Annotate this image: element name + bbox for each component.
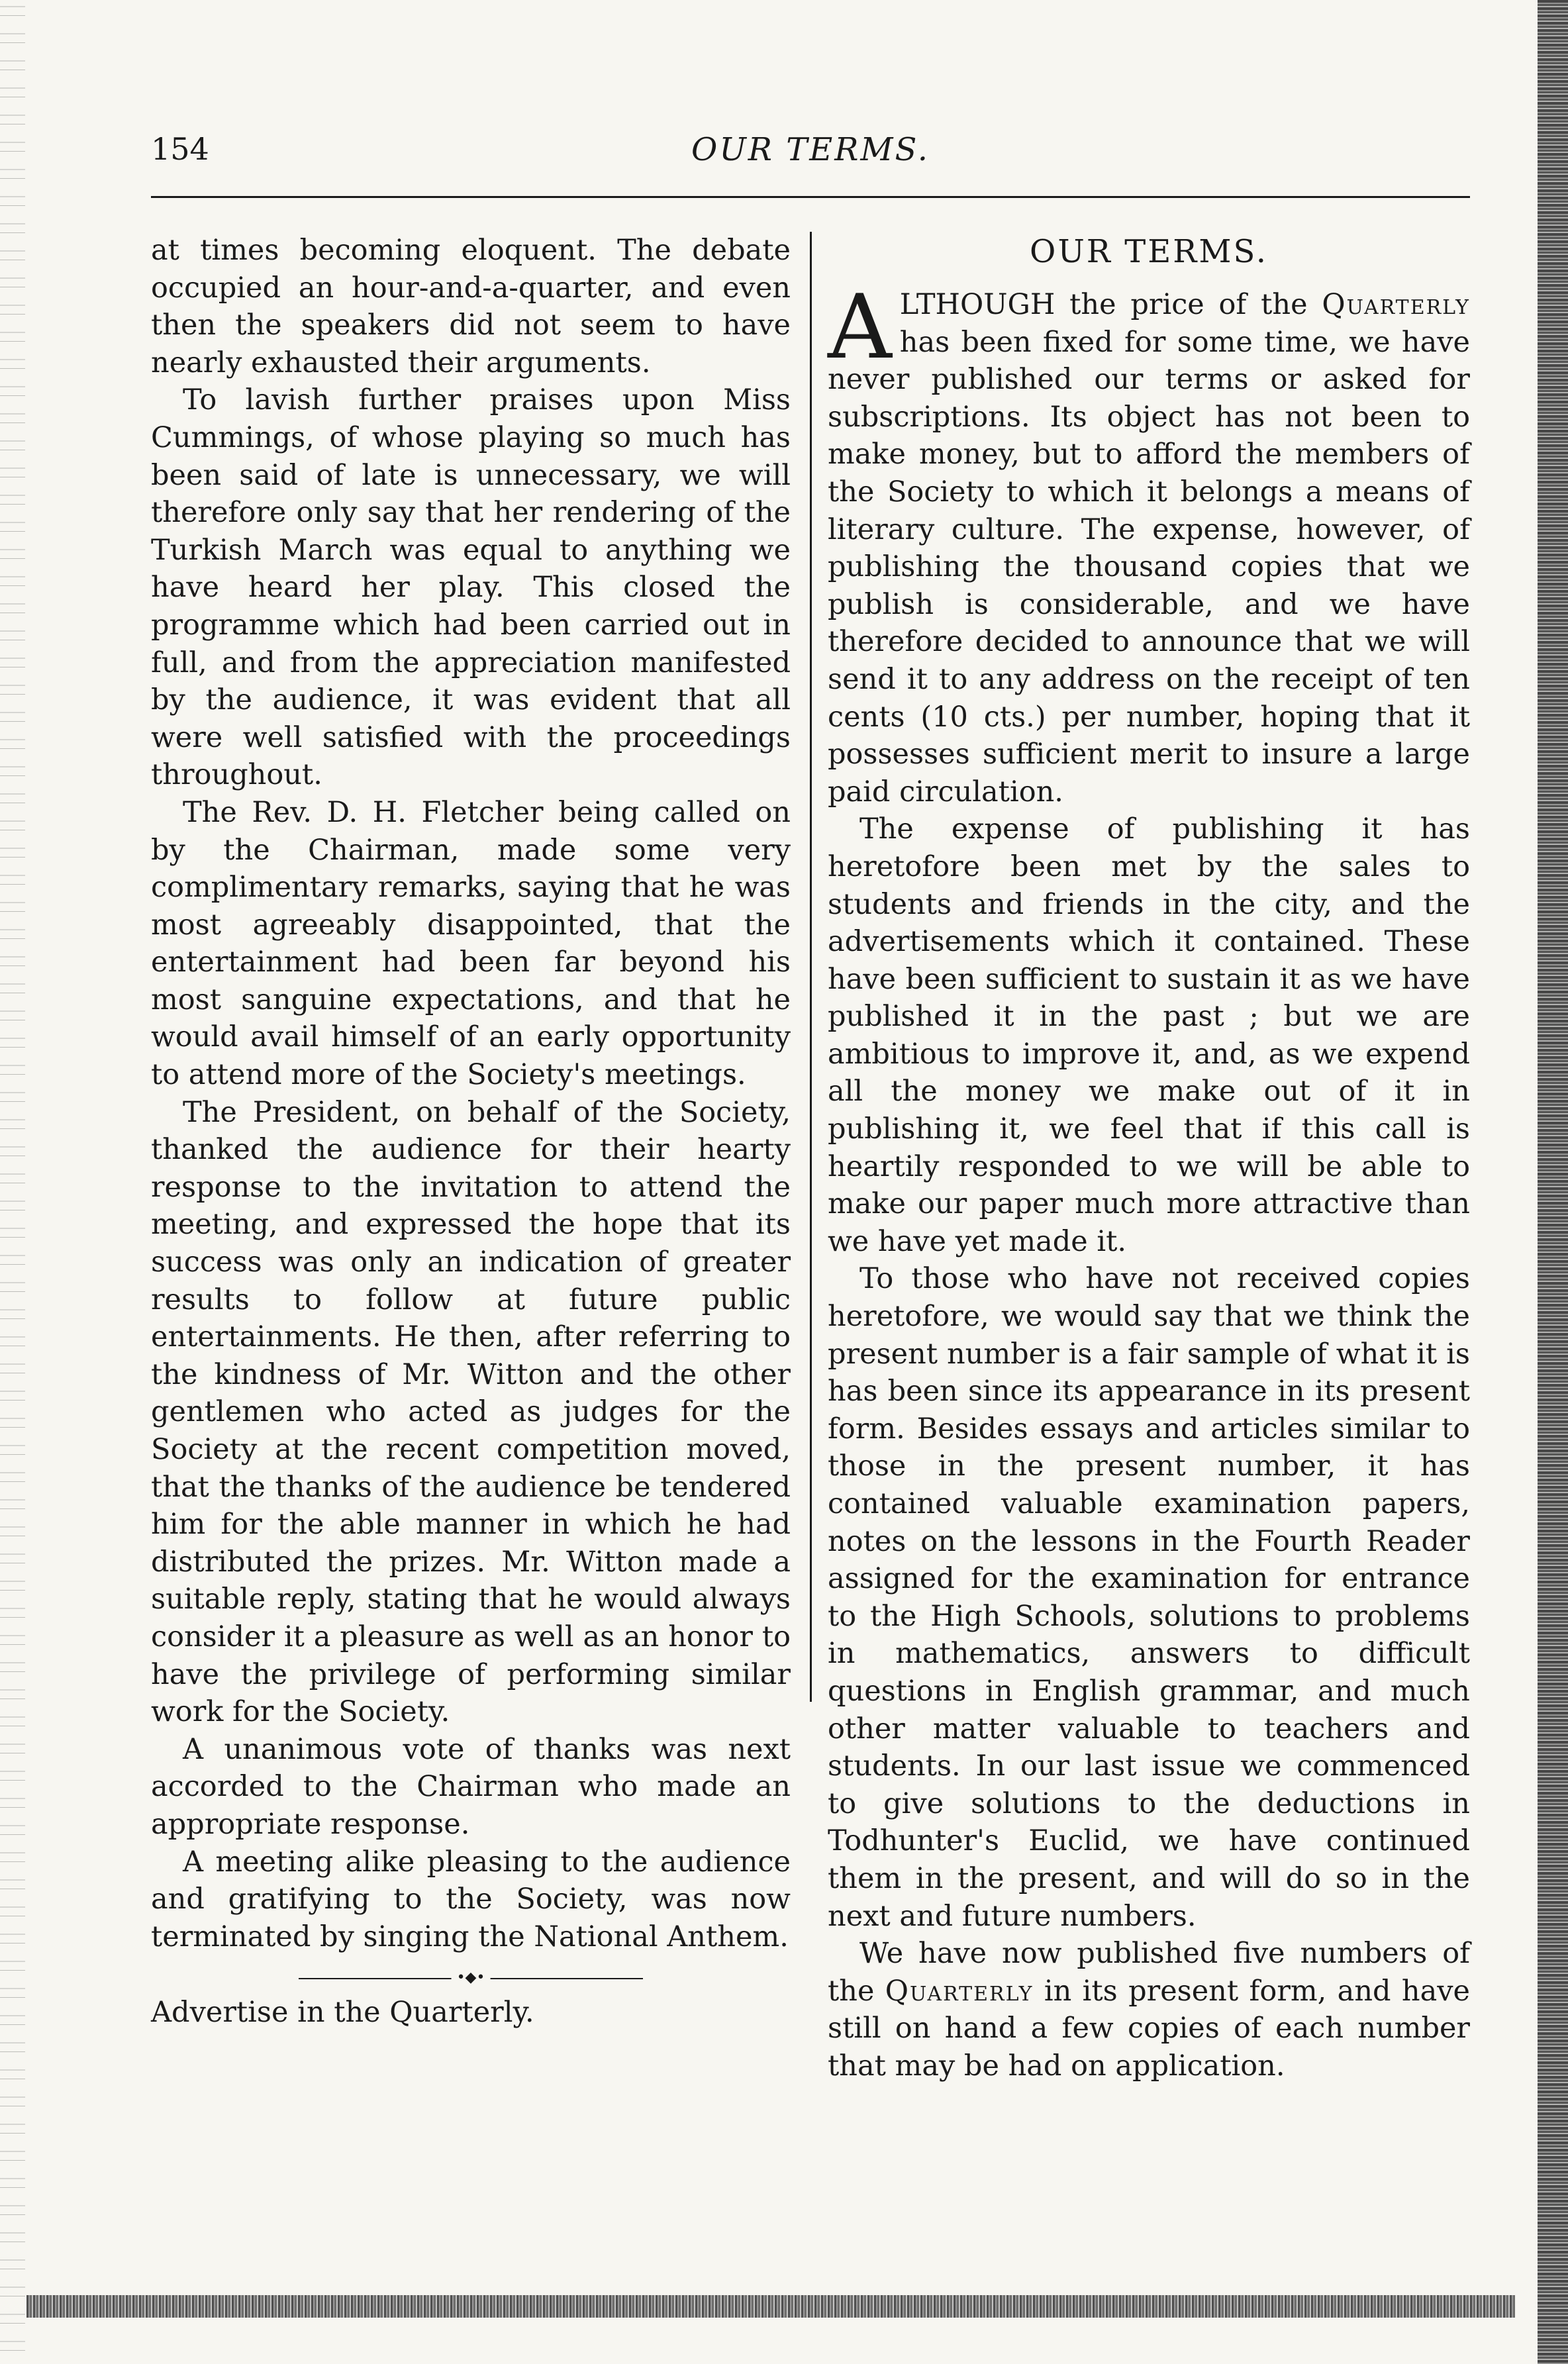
text-run: in its present form, and have still on hand a few copies of each number that may be had on application. (828, 1974, 1470, 2083)
scan-edge-right (1538, 0, 1568, 2364)
paragraph: The President, on behalf of the Society, thanked the audience for their hearty response to the invitation to attend the meeting, and expressed the hope that its success was only an indication of greater results to follow at future public entertainments. He then, after referring to the kindness of Mr. Witton and the other gentlemen who acted as judges for the Society at the recent competition moved, that the thanks of the audience be tendered him for the able manner in which he had distributed the prizes. Mr. Witton made a suitable reply, stating that he would always consider it a pleasure as well as an honor to have the privilege of performing similar work for the Society. (151, 1095, 791, 1729)
left-column (151, 232, 791, 2032)
paragraph: at times becoming eloquent. The debate occupied an hour-and-a-quarter, and even then the speakers did not seem to have nearly exhausted their arguments. (151, 234, 791, 379)
section-divider (299, 1969, 643, 1987)
scan-edge-bottom (26, 2295, 1515, 2318)
text-run: We have now published five numbers of the (828, 1937, 1470, 2008)
drop-cap: A (828, 275, 892, 379)
paragraph: The expense of publishing it has heretofore been met by the sales to students and friends in the city, and the advertisements which it contained. These have been sufficient to sustain it as we have published it in the past ; but we are ambitious to improve it, and, as we expend all the money we make out of it in publishing it, we feel that if this call is heartily responded to we will be able to make our paper much more attractive than we have yet made it. (828, 813, 1470, 1258)
paragraph: To those who have not received copies heretofore, we would say that we think the present number is a fair sample of what it is has been since its appearance in its present form. Besides essays and articles similar to those in the present number, it has contained valuable examination papers, notes on the lessons in the Fourth Reader assigned for the examination for entrance to the High Schools, solutions to problems in mathematics, answers to difficult questions in English grammar, and much other matter valuable to teachers and students. In our last issue we commenced to give solutions to the deductions in Todhunter's Euclid, we have continued them in the present, and will do so in the next and future numbers. (828, 1262, 1470, 1933)
publication-name: Quarterly (1322, 288, 1470, 321)
last-paragraph (828, 1935, 1470, 2085)
paragraph: The Rev. D. H. Fletcher being called on by the Chairman, made some very complimentary remarks, saying that he was most agreeably disappointed, that the entertainment had been far beyond his most sanguine expectations, and that he would avail himself of an early opportunity to attend more of the Society's meetings. (151, 795, 791, 1092)
scan-edge-left (0, 0, 25, 2364)
text-run: the price of the (1055, 288, 1322, 321)
publication-name: Quarterly (885, 1974, 1034, 2008)
text-run: has been fixed for some time, we have never published our terms or asked for subscriptions. Its object has not been to make money, but to afford the members of the Society to which it belongs a means of literary culture. The expense, however, of publishing the thousand copies that we publish is considerable, and we have therefore decided to announce that we will send it to any address on the receipt of ten cents (10 cts.) per number, hoping that it possesses sufficient merit to insure a large paid circulation. (828, 325, 1470, 809)
first-paragraph (828, 275, 1470, 811)
page-number: 154 (151, 131, 209, 167)
paragraph: A unanimous vote of thanks was next accorded to the Chairman who made an appropriate response. (151, 1732, 791, 1841)
header-rule (151, 196, 1470, 198)
running-title: OUR TERMS. (691, 131, 930, 168)
column-divider (810, 232, 812, 1702)
article-title: OUR TERMS. (1030, 233, 1268, 270)
page-header (151, 131, 1470, 177)
right-column (828, 232, 1470, 2085)
advert-line: Advertise in the Quarterly. (151, 1996, 534, 2030)
opening-caps: LTHOUGH (899, 288, 1055, 321)
paragraph: To lavish further praises upon Miss Cummings, of whose playing so much has been said of late is unnecessary, we will therefore only say that her rendering of the Turkish March was equal to anything we have heard her play. This closed the programme which had been carried out in full, and from the appreciation manifested by the audience, it was evident that all were well satisfied with the proceedings throughout. (151, 383, 791, 792)
divider-ornament-icon: •◆• (452, 1971, 491, 1985)
paragraph: A meeting alike pleasing to the audience and gratifying to the Society, was now terminated by singing the National Anthem. (151, 1845, 791, 1953)
